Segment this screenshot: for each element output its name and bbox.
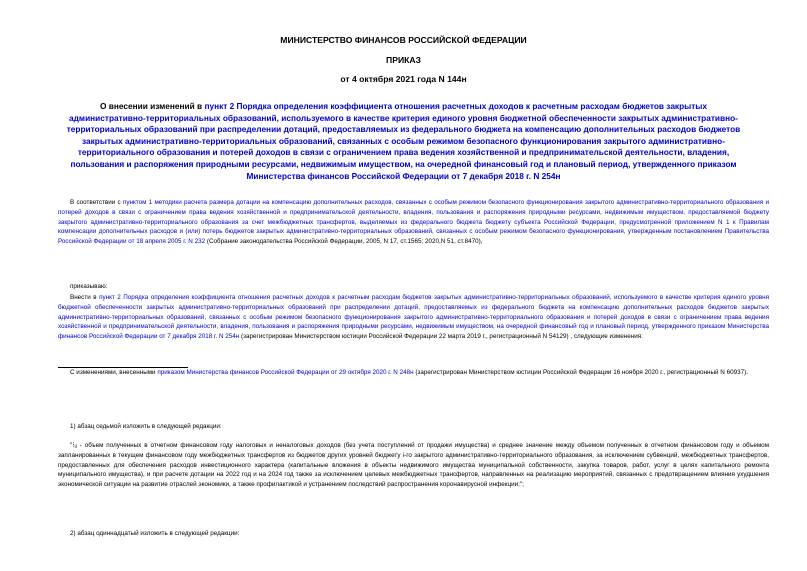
paragraph-order [58,282,769,292]
paragraph-amendment [58,293,769,342]
title-prefix: О внесении изменений в [99,101,205,111]
note-suffix: (зарегистрирован Министерством юстиции Российской Федерации 16 ноября 2020 г., регистрационный N 60937). [413,369,748,376]
item-2-text: 2) абзац одиннадцатый изложить в следующей редакции: [70,530,240,537]
document-type: ПРИКАЗ [386,55,421,65]
amendment-link[interactable]: пункт 2 Порядка определения коэффициента отношения расчетных доходов к расчетным расходам бюджетов закрытых административно-территориальных образований, используемого в качестве критерия единого уровня бюджетной обеспеченности закрытых административно-территориальных образований при распределении дотаций, предоставляемых из федерального бюджета на компенсацию дополнительных расходов бюджетов закрытых административно-территориальных образований, связанных с особым режимом безопасного функционирования закрытого административно-территориального образования и потерей доходов в связи с ограничением права ведения хозяйственной и предпринимательской деятельности, владения, пользования и распоряжения природными ресурсами, недвижимым имуществом, на очередной финансовый год и плановый период, утвержденного приказом Министерства финансов Российской Федерации от 7 декабря 2018 г. N 254н [58,294,769,341]
basis-link[interactable]: пунктом 1 методики расчета размера дотации на компенсацию дополнительных расходов, связанных с особым режимом безопасного функционирования закрытого административно-территориального образования и потерей доходов в связи с ограничением права ведения хозяйственной и предпринимательской деятельности, владения, пользования и распоряжения природными ресурсами, недвижимым имуществом, предоставляемой бюджету закрытого административно-территориального образования за счет межбюджетных трансфертов, выделяемых из федерального бюджета бюджету субъекта Российской Федерации, предусмотренной приложением N 1 к Правилам компенсации дополнительных расходов и (или) потерь бюджетов закрытых административно-территориальных образований, связанных с особым режимом безопасного функционирования, утвержденным постановлением Правительства Российской Федерации от 18 апреля 2005 г. N 232 [58,199,769,246]
amendment-prefix: Внести в [70,294,100,301]
amendment-suffix: (зарегистрирован Министерством юстиции Российской Федерации 22 марта 2019 г., регистрационный N 54129) , следующие изменения: [239,333,643,341]
note-link[interactable]: приказом Министерства финансов Российской Федерации от 29 октября 2020 г. N 248н [157,369,414,376]
open-quote: " [70,442,73,449]
item-1-text: 1) абзац седьмой изложить в следующей редакции: [70,423,222,430]
basis-prefix: В соответствии с [70,199,123,206]
note-prefix: С изменениями, внесенными [70,369,158,376]
paragraph-item-1 [58,422,769,432]
document-title [62,101,745,182]
ministry-name: МИНИСТЕРСТВО ФИНАНСОВ РОССИЙСКОЙ ФЕДЕРАЦИИ [280,35,527,45]
basis-suffix: (Собрание законодательства Российской Федерации, 2005, N 17, ст.1565; 2020,N 51, ст.8470), [205,238,483,246]
title-link[interactable]: пункт 2 Порядка определения коэффициента отношения расчетных доходов к расчетным расходам бюджетов закрытых административно-территориальных образований, используемого в качестве критерия единого уровня бюджетной обеспеченности закрытых административно-территориальных образований при распределении дотаций, предоставляемых из федерального бюджета на компенсацию дополнительных расходов бюджетов закрытых административно-территориальных образований, связанных с особым режимом безопасного функционирования закрытого административно-территориального образования и потерей доходов в связи с ограничением права ведения хозяйственной и предпринимательской деятельности, владения, пользования и распоряжения природными ресурсами, недвижимым имуществом, на очередной финансовый год и плановый период, утвержденного приказом Министерства финансов Российской Федерации от 7 декабря 2018 г. N 254н [66,101,741,181]
paragraph-item-1-content [58,441,769,490]
order-word: приказываю: [70,283,108,290]
paragraph-change-note [58,368,769,378]
document-date-number: от 4 октября 2021 года N 144н [340,74,467,84]
formula-symbol: ⁝ᵢⱼ [72,442,77,449]
item-1-body: - объем полученных в отчетном финансовом году налоговых и неналоговых доходов (без учета поступлений от продажи имущества) и среднее значение между объемом полученных в отчетном финансовом году и объемом запланированных в текущем финансовом году межбюджетных трансфертов из бюджетов других уровней бюджету i-го закрытого административно-территориального образования, за исключением субвенций, межбюджетных трансфертов, предоставленных для обеспечения расходов инвестиционного характера (капитальные вложения в объекты недвижимого имущества муниципальной собственности, закупка товаров, работ, услуг в целях капитального ремонта муниципального имущества), и при расчете дотации на 2022 год и на 2024 год также за исключением целевых межбюджетных трансфертов, направленных на реализацию мероприятий, связанных с предотвращением влияния ухудшения экономической ситуации на развитие отраслей экономики, а также профилактикой и устранением последствий распространения коронавирусной инфекции;"; [58,442,769,489]
paragraph-basis [58,198,769,247]
paragraph-item-2 [58,529,769,539]
